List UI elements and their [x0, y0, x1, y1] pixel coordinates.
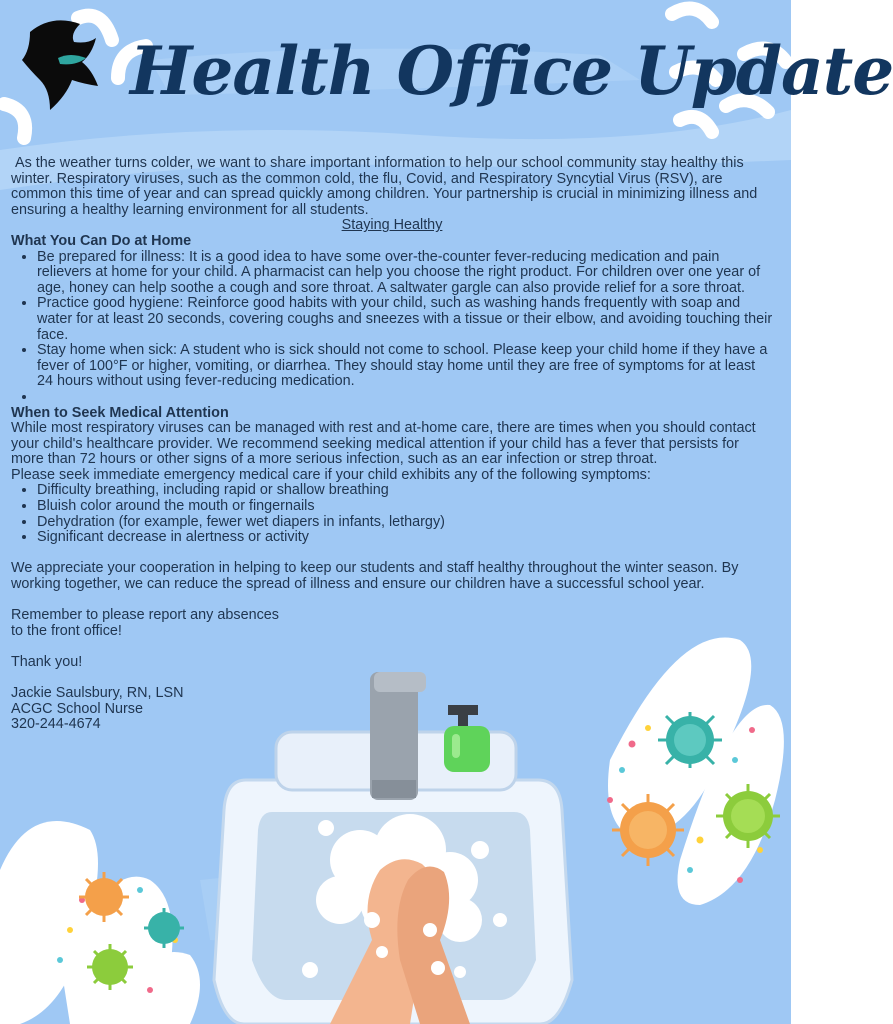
symptoms-list: [11, 483, 773, 545]
home-heading: What You Can Do at Home: [11, 232, 192, 249]
reminder-line: Remember to please report any absences: [11, 607, 279, 624]
medical-paragraph: While most respiratory viruses can be managed with rest and at-home care, there are times when you should contact your child's healthcare provider. We recommend seeking medical attention if your child has a fever that persists for more than 72 hours or other signs of a more serious infection, such as an ear infection or strep throat.: [11, 420, 756, 468]
page-title: Health Office Update: [130, 32, 893, 110]
virus-icon: [612, 794, 684, 866]
list-item: • Practice good hygiene: Reinforce good habits with your child, such as washing hands frequently with soap and water for at least 20 seconds, covering coughs and sneezes with a tissue or their elbow, and avoiding touching their face.: [37, 296, 773, 343]
reminder-line: to the front office!: [11, 622, 122, 639]
signature-role: ACGC School Nurse: [11, 700, 143, 717]
list-item: • Stay home when sick: A student who is sick should not come to school. Please keep your child home if they have a fever of 100°F or higher, vomiting, or diarrhea. They should stay home until they are free of symptoms for at least 24 hours without using fever-reducing medication.: [37, 343, 773, 390]
list-item: • Significant decrease in alertness or activity: [37, 530, 773, 546]
list-item: • Bluish color around the mouth or fingernails: [37, 499, 773, 515]
hawk-logo-icon: [22, 20, 98, 110]
medical-heading: When to Seek Medical Attention: [11, 404, 229, 421]
thanks-line: Thank you!: [11, 654, 83, 670]
list-item: • Be prepared for illness: It is a good idea to have some over-the-counter fever-reducing medication and pain relievers at home for your child. A pharmacist can help you choose the right product. For children over one year of age, honey can help soothe a cough and sore throat. A saltwater gargle can also provide relief for a sore throat.: [37, 250, 773, 297]
list-item: [37, 390, 773, 406]
list-item: • Difficulty breathing, including rapid or shallow breathing: [37, 483, 773, 499]
signature-name: Jackie Saulsbury, RN, LSN: [11, 685, 184, 702]
emergency-paragraph: Please seek immediate emergency medical care if your child exhibits any of the following symptoms:: [11, 466, 651, 483]
newsletter-body: [11, 156, 773, 733]
virus-icon: [79, 872, 129, 922]
staying-healthy-heading: Staying Healthy: [341, 217, 443, 234]
list-item: • Dehydration (for example, fewer wet diapers in infants, lethargy): [37, 515, 773, 531]
signature-phone: 320-244-4674: [11, 716, 101, 733]
closing-paragraph: We appreciate your cooperation in helping to keep our students and staff healthy throughout the winter season. By working together, we can reduce the spread of illness and ensure our children have a successful school year.: [11, 560, 739, 593]
intro-paragraph: As the weather turns colder, we want to share important information to help our school community stay healthy this winter. Respiratory viruses, such as the common cold, the flu, Covid, and Respiratory Syncytial Virus (RSV), are common this time of year and can spread quickly among children. Your partnership is crucial in minimizing illness and ensuring a healthy learning environment for all students.: [11, 155, 758, 218]
home-list: [11, 250, 773, 406]
